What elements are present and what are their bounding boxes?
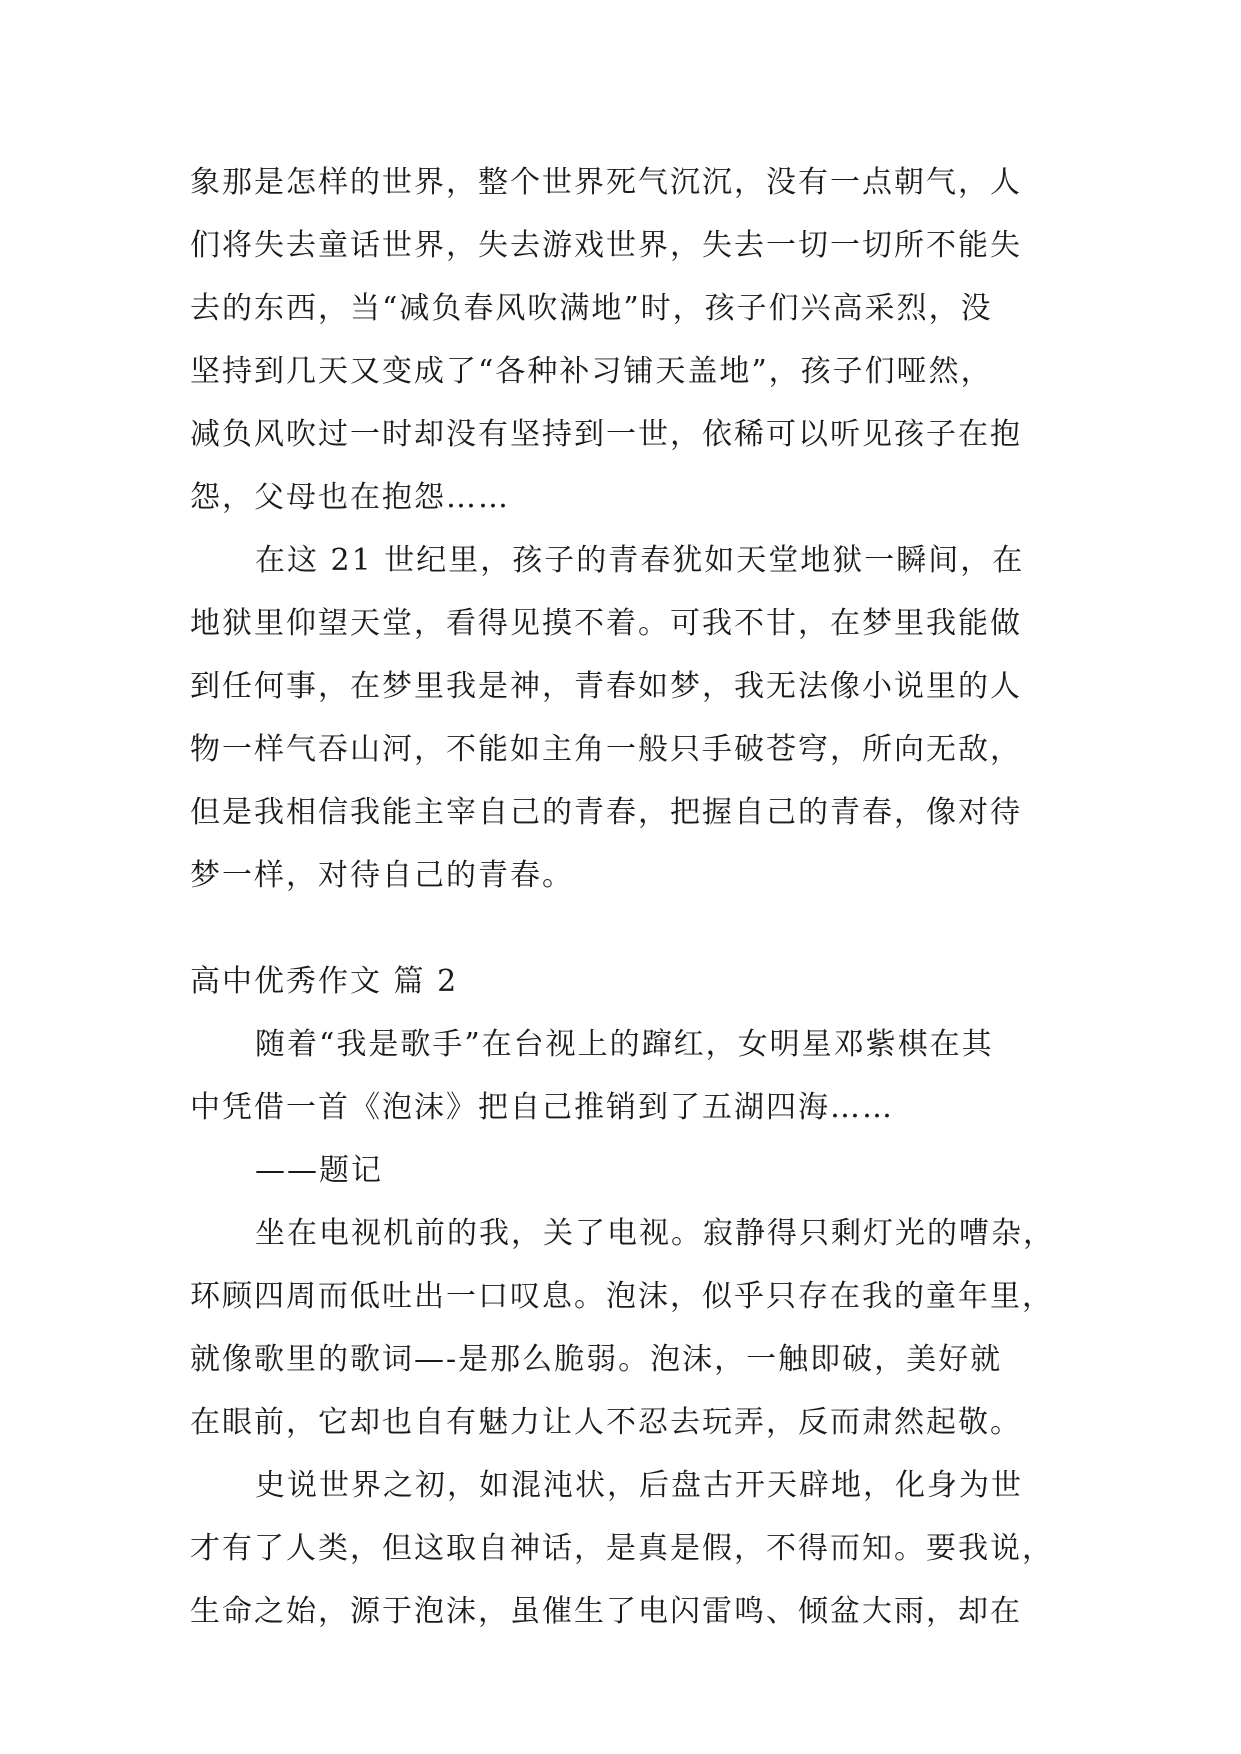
text-line: 减负风吹过一时却没有坚持到一世，依稀可以听见孩子在抱 [190, 417, 1022, 452]
text-line: 物一样气吞山河，不能如主角一般只手破苍穹，所向无敌， [190, 732, 1022, 767]
text-line: 才有了人类，但这取自神话，是真是假，不得而知。要我说， [190, 1531, 1054, 1566]
text-line: 环顾四周而低吐出一口叹息。泡沫，似乎只存在我的童年里， [190, 1279, 1054, 1314]
text-line: 坐在电视机前的我，关了电视。寂静得只剩灯光的嘈杂， [255, 1216, 1055, 1251]
section-heading: 高中优秀作文 篇 2 [190, 964, 459, 999]
text-line: 史说世界之初，如混沌状，后盘古开天辟地，化身为世 [255, 1468, 1023, 1503]
text-line: 去的东西，当“减负春风吹满地”时，孩子们兴高采烈，没 [190, 291, 993, 326]
text-line: 们将失去童话世界，失去游戏世界，失去一切一切所不能失 [190, 228, 1022, 263]
text-line: 象那是怎样的世界，整个世界死气沉沉，没有一点朝气，人 [190, 165, 1022, 200]
text-line: 生命之始，源于泡沫，虽催生了电闪雷鸣、倾盆大雨，却在 [190, 1594, 1022, 1629]
text-line: 随着“我是歌手”在台视上的蹿红，女明星邓紫棋在其 [255, 1027, 994, 1062]
text-line: 梦一样，对待自己的青春。 [190, 858, 574, 893]
text-line: 中凭借一首《泡沫》把自己推销到了五湖四海…… [190, 1090, 894, 1125]
text-line: 就像歌里的歌词—-是那么脆弱。泡沫，一触即破，美好就 [190, 1342, 1003, 1377]
text-line: 怨，父母也在抱怨…… [190, 480, 510, 515]
text-line: 在这 21 世纪里，孩子的青春犹如天堂地狱一瞬间，在 [255, 543, 1025, 578]
text-line: 地狱里仰望天堂，看得见摸不着。可我不甘，在梦里我能做 [190, 606, 1022, 641]
text-line: 到任何事，在梦里我是神，青春如梦，我无法像小说里的人 [190, 669, 1022, 704]
epigraph-note: ——题记 [255, 1153, 383, 1188]
text-line: 在眼前，它却也自有魅力让人不忍去玩弄，反而肃然起敬。 [190, 1405, 1022, 1440]
text-line: 但是我相信我能主宰自己的青春，把握自己的青春，像对待 [190, 795, 1022, 830]
text-line: 坚持到几天又变成了“各种补习铺天盖地”，孩子们哑然， [190, 354, 993, 389]
